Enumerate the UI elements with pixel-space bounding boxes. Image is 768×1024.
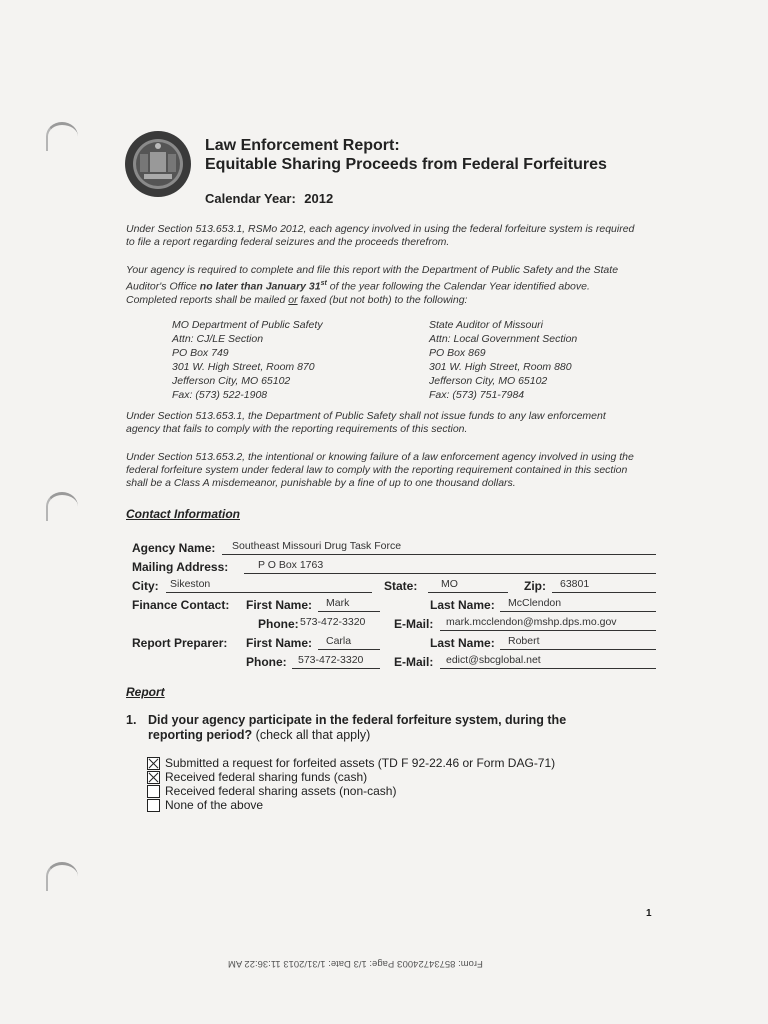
checkbox-option-label: Submitted a request for forfeited assets (TD F 92-22.46 or Form DAG-71) bbox=[165, 756, 556, 770]
notice-paragraph-misdemeanor: Under Section 513.653.2, the intentional or knowing failure of a law enforcement agency involved in using the federal forfeiture system under federal law to comply with the reporting requirement contained in this section shall be a Class A misdemeanor, punishable by a fine of up to one thousand dollars. bbox=[126, 451, 634, 489]
finance-email-underline bbox=[440, 630, 656, 631]
preparer-last-name-value[interactable]: Robert bbox=[508, 635, 540, 647]
mailing-address-label: Mailing Address: bbox=[132, 560, 229, 574]
checkbox-option-label: Received federal sharing funds (cash) bbox=[165, 770, 368, 784]
address-line: PO Box 749 bbox=[172, 347, 229, 359]
agency-name-value[interactable]: Southeast Missouri Drug Task Force bbox=[232, 540, 402, 552]
report-title-line-2: Equitable Sharing Proceeds from Federal Forfeitures bbox=[205, 156, 607, 173]
preparer-email-label: E-Mail: bbox=[394, 655, 434, 669]
state-value[interactable]: MO bbox=[441, 578, 458, 590]
finance-email-value[interactable]: mark.mcclendon@mshp.dps.mo.gov bbox=[446, 616, 617, 628]
finance-last-name-value[interactable]: McClendon bbox=[508, 597, 562, 609]
address-line: Jefferson City, MO 65102 bbox=[429, 375, 548, 387]
preparer-first-name-label: First Name: bbox=[246, 636, 313, 650]
address-line: Fax: (573) 522-1908 bbox=[172, 389, 268, 401]
preparer-email-value[interactable]: edict@sbcglobal.net bbox=[446, 654, 541, 666]
agency-name-underline bbox=[222, 554, 656, 555]
preparer-email-underline bbox=[440, 668, 656, 669]
zip-value[interactable]: 63801 bbox=[560, 578, 590, 590]
finance-first-name-underline bbox=[318, 611, 380, 612]
finance-email-label: E-Mail: bbox=[394, 617, 434, 631]
zip-underline bbox=[552, 592, 656, 593]
preparer-phone-underline bbox=[292, 668, 380, 669]
address-line: Jefferson City, MO 65102 bbox=[172, 375, 291, 387]
agency-name-label: Agency Name: bbox=[132, 541, 216, 555]
finance-last-name-label: Last Name: bbox=[430, 598, 495, 612]
calendar-year-value: 2012 bbox=[304, 191, 334, 206]
finance-contact-label: Finance Contact: bbox=[132, 598, 230, 612]
address-line: Fax: (573) 751-7984 bbox=[429, 389, 525, 401]
report-heading: Report bbox=[126, 685, 165, 699]
checkbox-option[interactable] bbox=[147, 770, 555, 784]
missouri-state-seal-icon bbox=[124, 130, 192, 198]
preparer-last-name-label: Last Name: bbox=[430, 636, 495, 650]
hole-punch-mark bbox=[46, 122, 78, 151]
preparer-last-name-underline bbox=[500, 649, 656, 650]
calendar-year bbox=[205, 190, 333, 208]
checked-box-icon[interactable] bbox=[147, 757, 160, 770]
preparer-first-name-value[interactable]: Carla bbox=[326, 635, 352, 647]
finance-first-name-label: First Name: bbox=[246, 598, 313, 612]
address-line: Attn: Local Government Section bbox=[429, 333, 578, 345]
preparer-phone-label: Phone: bbox=[246, 655, 287, 669]
preparer-phone-value[interactable]: 573-472-3320 bbox=[298, 654, 364, 666]
question-1-number: 1. bbox=[126, 713, 137, 727]
address-line: State Auditor of Missouri bbox=[429, 319, 543, 331]
notice-paragraph-funds: Under Section 513.653.1, the Department of Public Safety shall not issue funds to any law enforcement agency that fails to comply with the reporting requirements of this section. bbox=[126, 410, 606, 435]
checkbox-option[interactable] bbox=[147, 756, 555, 770]
checkbox-option[interactable] bbox=[147, 798, 555, 812]
auditor-address-block bbox=[429, 318, 577, 402]
intro-paragraph-2: Your agency is required to complete and file this report with the Department of Public Safety and the State Auditor's Office no later than January 31st of the year following the Calendar Year identified above. Completed reports shall be mailed or faxed (but not both) to the following: bbox=[126, 264, 619, 306]
empty-checkbox-icon[interactable] bbox=[147, 799, 160, 812]
calendar-year-label: Calendar Year: bbox=[205, 191, 296, 206]
city-value[interactable]: Sikeston bbox=[170, 578, 211, 590]
mailing-address-value[interactable]: P O Box 1763 bbox=[258, 559, 324, 571]
address-line: 301 W. High Street, Room 870 bbox=[172, 361, 315, 373]
address-line: PO Box 869 bbox=[429, 347, 486, 359]
page-number: 1 bbox=[646, 908, 652, 919]
empty-checkbox-icon[interactable] bbox=[147, 785, 160, 798]
checkbox-option-label: Received federal sharing assets (non-cash) bbox=[165, 784, 397, 798]
hole-punch-mark bbox=[46, 492, 78, 521]
report-title-line-1: Law Enforcement Report: bbox=[205, 137, 400, 154]
report-preparer-label: Report Preparer: bbox=[132, 636, 228, 650]
finance-phone-value[interactable]: 573-472-3320 bbox=[300, 616, 366, 628]
checkbox-option[interactable] bbox=[147, 784, 555, 798]
address-line: Attn: CJ/LE Section bbox=[172, 333, 264, 345]
state-label: State: bbox=[384, 579, 418, 593]
state-underline bbox=[428, 592, 508, 593]
address-line: 301 W. High Street, Room 880 bbox=[429, 361, 572, 373]
address-line: MO Department of Public Safety bbox=[172, 319, 323, 331]
checkbox-option-label: None of the above bbox=[165, 798, 264, 812]
mailing-address-underline bbox=[244, 573, 656, 574]
question-1-options bbox=[147, 756, 555, 812]
hole-punch-mark bbox=[46, 862, 78, 891]
finance-last-name-underline bbox=[500, 611, 656, 612]
intro-paragraph-1: Under Section 513.653.1, RSMo 2012, each agency involved in using the federal forfeiture system is required to file a report regarding federal seizures and the proceeds therefrom. bbox=[126, 223, 635, 248]
dps-address-block bbox=[172, 318, 323, 402]
question-1-text: Did your agency participate in the federal forfeiture system, during the reporting period? (check all that apply) bbox=[148, 713, 567, 742]
fax-transmission-header: From: 8573472400З Page: 1/3 Date: 1/31/2013 11:36:22 AM bbox=[228, 958, 483, 969]
city-underline bbox=[166, 592, 372, 593]
checked-box-icon[interactable] bbox=[147, 771, 160, 784]
zip-label: Zip: bbox=[524, 579, 546, 593]
finance-first-name-value[interactable]: Mark bbox=[326, 597, 350, 609]
finance-phone-label: Phone: bbox=[258, 617, 299, 631]
preparer-first-name-underline bbox=[318, 649, 380, 650]
contact-information-heading: Contact Information bbox=[126, 507, 240, 521]
city-label: City: bbox=[132, 579, 159, 593]
